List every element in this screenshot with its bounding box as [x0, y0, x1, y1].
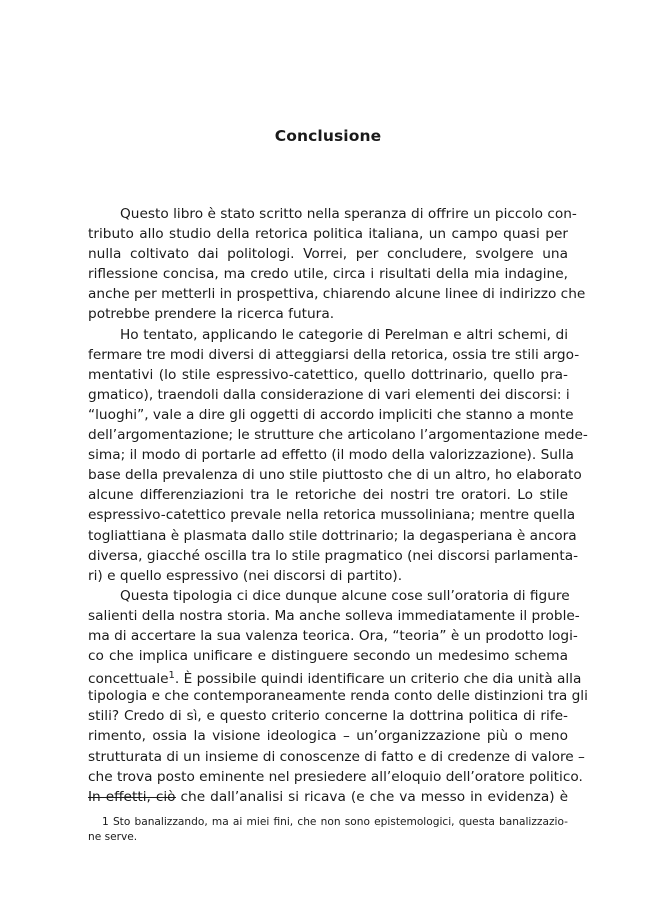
text-line-content: Questo libro è stato scritto nella speranza di offrire un piccolo con-	[120, 206, 577, 222]
text-line-content: strutturata di un insieme di conoscenze di fatto e di credenze di valore –	[88, 748, 585, 765]
text-line	[88, 365, 568, 385]
text-line	[88, 666, 582, 688]
text-line	[88, 747, 585, 767]
footnote-line: 1 Sto banalizzando, ma ai miei fini, che non sono epistemologici, questa banalizzazio-	[102, 816, 568, 828]
text-line	[88, 264, 568, 284]
text-line	[88, 284, 586, 304]
text-line-content: ri) e quello espressivo (nei discorsi di partito).	[88, 567, 403, 584]
text-line	[88, 244, 568, 264]
text-line-content: potrebbe prendere la ricerca futura.	[88, 306, 335, 323]
text-line-content: tipologia e che contemporaneamente renda conto delle distinzioni tra gli	[88, 688, 588, 705]
text-line-content: salienti della nostra storia. Ma anche solleva immediatamente il proble-	[88, 607, 580, 624]
text-line	[88, 204, 577, 224]
text-line	[88, 425, 588, 445]
text-line-content: gmatico), traendoli dalla considerazione di vari elementi dei discorsi: i	[88, 386, 570, 403]
text-line-content: concettuale	[88, 671, 169, 688]
text-line-content: base della prevalenza di uno stile piuttosto che di un altro, ho elaborato	[88, 467, 582, 484]
text-line-content: che trova posto eminente nel presiedere all’eloquio dell’oratore politico.	[88, 768, 583, 785]
text-line-content: Questa tipologia ci dice dunque alcune cose sull’oratoria di figure	[120, 587, 570, 604]
body-text	[88, 204, 588, 807]
text-line	[88, 385, 568, 405]
text-line-content: sima; il modo di portarle ad effetto (il modo della valorizzazione). Sulla	[88, 447, 574, 464]
text-line	[88, 485, 568, 505]
text-line	[88, 505, 576, 525]
text-line-content: espressivo-catettico prevale nella retorica mussoliniana; mentre quella	[88, 507, 576, 524]
text-line	[88, 325, 568, 345]
text-line	[88, 686, 588, 706]
text-line-content: riflessione concisa, ma credo utile, circa i risultati della mia indagine,	[88, 266, 568, 283]
text-line	[88, 526, 577, 546]
text-line-content: In effetti, ciò che dall’analisi si ricava (e che va messo in evidenza) è	[88, 788, 568, 805]
text-line	[88, 465, 582, 485]
text-line	[88, 606, 580, 626]
page-title: Conclusione	[274, 127, 382, 145]
text-line	[88, 767, 583, 787]
text-line-content: Ho tentato, applicando le categorie di Perelman e altri schemi, di	[120, 326, 568, 343]
footnote-divider	[88, 797, 176, 798]
text-line-content: nulla coltivato dai politologi. Vorrei, per concludere, svolgere una	[88, 246, 568, 263]
text-line	[88, 304, 568, 324]
text-line-content: anche per metterli in prospettiva, chiarendo alcune linee di indirizzo che	[88, 286, 586, 303]
text-line-content: rimento, ossia la visione ideologica – un’organizzazione più o meno	[88, 728, 568, 745]
text-line	[88, 345, 580, 365]
text-line-content: dell’argomentazione; le strutture che articolano l’argomentazione mede-	[88, 427, 588, 444]
text-line	[88, 586, 568, 606]
footnote-line: ne serve.	[88, 831, 138, 843]
text-line	[88, 626, 578, 646]
text-line-content: . È possibile quindi identificare un criterio che dia unità alla	[174, 671, 582, 688]
text-line-content: alcune differenziazioni tra le retoriche dei nostri tre oratori. Lo stile	[88, 487, 568, 504]
text-line-content: stili? Credo di sì, e questo criterio concerne la dottrina politica di rife-	[88, 708, 568, 725]
text-line-content: co che implica unificare e distinguere secondo un medesimo schema	[88, 648, 568, 665]
text-line	[88, 646, 568, 666]
text-line-content: togliattiana è plasmata dallo stile dottrinario; la degasperiana è ancora	[88, 527, 577, 544]
text-line	[88, 566, 568, 586]
text-line	[88, 224, 568, 244]
text-line-content: “luoghi”, vale a dire gli oggetti di accordo impliciti che stanno a monte	[88, 406, 574, 423]
footnotes	[88, 815, 568, 845]
text-line	[88, 726, 568, 746]
text-line	[88, 445, 574, 465]
text-line	[88, 546, 579, 566]
text-line	[88, 706, 568, 726]
text-line-content: tributo allo studio della retorica politica italiana, un campo quasi per	[88, 226, 568, 243]
text-line-content: fermare tre modi diversi di atteggiarsi della retorica, ossia tre stili argo-	[88, 346, 580, 363]
footnote-marker: 1	[168, 670, 175, 682]
text-line-content: ma di accertare la sua valenza teorica. Ora, “teoria” è un prodotto logi-	[88, 627, 578, 644]
text-line-content: diversa, giacché oscilla tra lo stile pragmatico (nei discorsi parlamenta-	[88, 547, 579, 564]
text-line	[88, 405, 574, 425]
text-line-content: mentativi (lo stile espressivo-catettico, quello dottrinario, quello pra-	[88, 366, 568, 383]
